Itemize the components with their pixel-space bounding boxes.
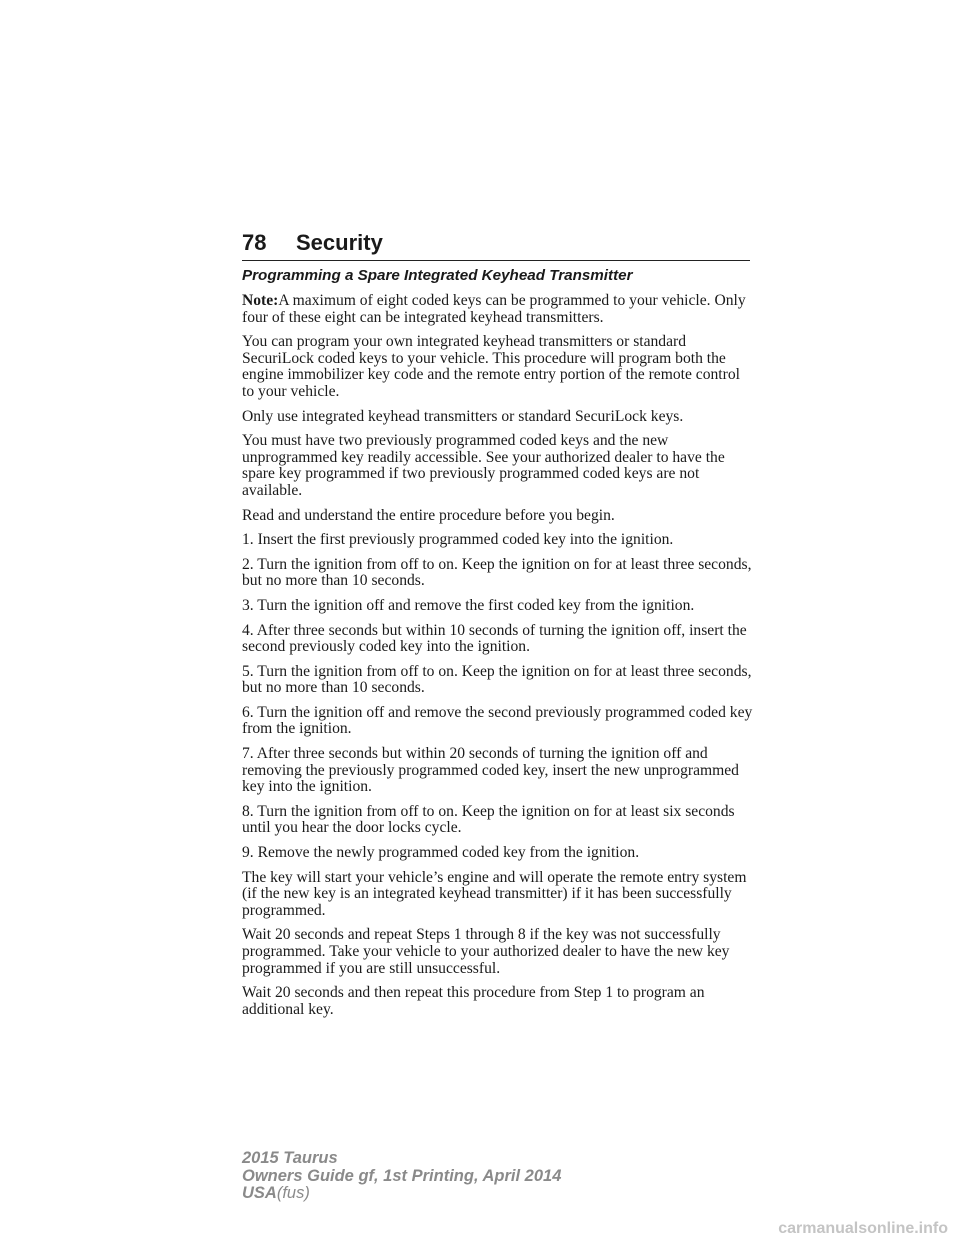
page-number: 78 <box>242 230 267 255</box>
note-text: A maximum of eight coded keys can be programmed to your vehicle. Only four of these eight can be integrated keyhead transmitters. <box>242 292 746 326</box>
paragraph: You must have two previously programmed coded keys and the new unprogrammed key readily accessible. See your authorized dealer to have the spare key programmed if two previously programmed coded keys are not available. <box>242 432 725 499</box>
paragraph: Read and understand the entire procedure before you begin. <box>242 506 615 524</box>
step-5: 5. Turn the ignition from off to on. Keep the ignition on for at least three seconds, but no more than 10 seconds. <box>242 662 752 697</box>
footer-model: 2015 Taurus <box>242 1149 338 1167</box>
watermark: carmanualsonline.info <box>778 1220 948 1237</box>
paragraph: Wait 20 seconds and then repeat this procedure from Step 1 to program an additional key. <box>242 984 705 1018</box>
paragraph: Only use integrated keyhead transmitters or standard SecuriLock keys. <box>242 407 684 425</box>
step-3: 3. Turn the ignition off and remove the first coded key from the ignition. <box>242 596 695 614</box>
step-9: 9. Remove the newly programmed coded key from the ignition. <box>242 844 640 862</box>
footer-region-code: (fus) <box>276 1184 310 1202</box>
note-label: Note: <box>242 292 279 309</box>
paragraph: You can program your own integrated keyhead transmitters or standard SecuriLock coded keys to your vehicle. This procedure will program both the engine immobilizer key code and the remote entry portion of the remote control to your vehicle. <box>242 333 740 400</box>
footer-region-name: USA <box>242 1184 277 1202</box>
page-header <box>242 228 750 261</box>
step-4: 4. After three seconds but within 10 seconds of turning the ignition off, insert the second previously coded key into the ignition. <box>242 621 747 656</box>
step-2: 2. Turn the ignition from off to on. Keep the ignition on for at least three seconds, but no more than 10 seconds. <box>242 555 752 590</box>
step-7: 7. After three seconds but within 20 seconds of turning the ignition off and removing the previously programmed coded key, insert the new unprogrammed key into the ignition. <box>242 745 739 796</box>
step-8: 8. Turn the ignition from off to on. Keep the ignition on for at least six seconds until you hear the door locks cycle. <box>242 802 735 837</box>
page-content <box>242 266 754 1026</box>
note-paragraph <box>242 293 754 326</box>
step-1: 1. Insert the first previously programmed coded key into the ignition. <box>242 531 674 549</box>
step-6: 6. Turn the ignition off and remove the second previously programmed coded key from the ignition. <box>242 703 753 738</box>
document-footer <box>242 1150 561 1203</box>
paragraph: Wait 20 seconds and repeat Steps 1 through 8 if the key was not successfully programmed. Take your vehicle to your authorized dealer to have the new key programmed if you are still unsuccessful. <box>242 926 730 977</box>
footer-region <box>242 1185 561 1203</box>
section-heading: Programming a Spare Integrated Keyhead Transmitter <box>242 267 633 284</box>
footer-edition: Owners Guide gf, 1st Printing, April 2014 <box>242 1166 562 1185</box>
section-title: Security <box>296 230 383 255</box>
paragraph: The key will start your vehicle’s engine and will operate the remote entry system (if the new key is an integrated keyhead transmitter) if it has been successfully programmed. <box>242 868 747 919</box>
